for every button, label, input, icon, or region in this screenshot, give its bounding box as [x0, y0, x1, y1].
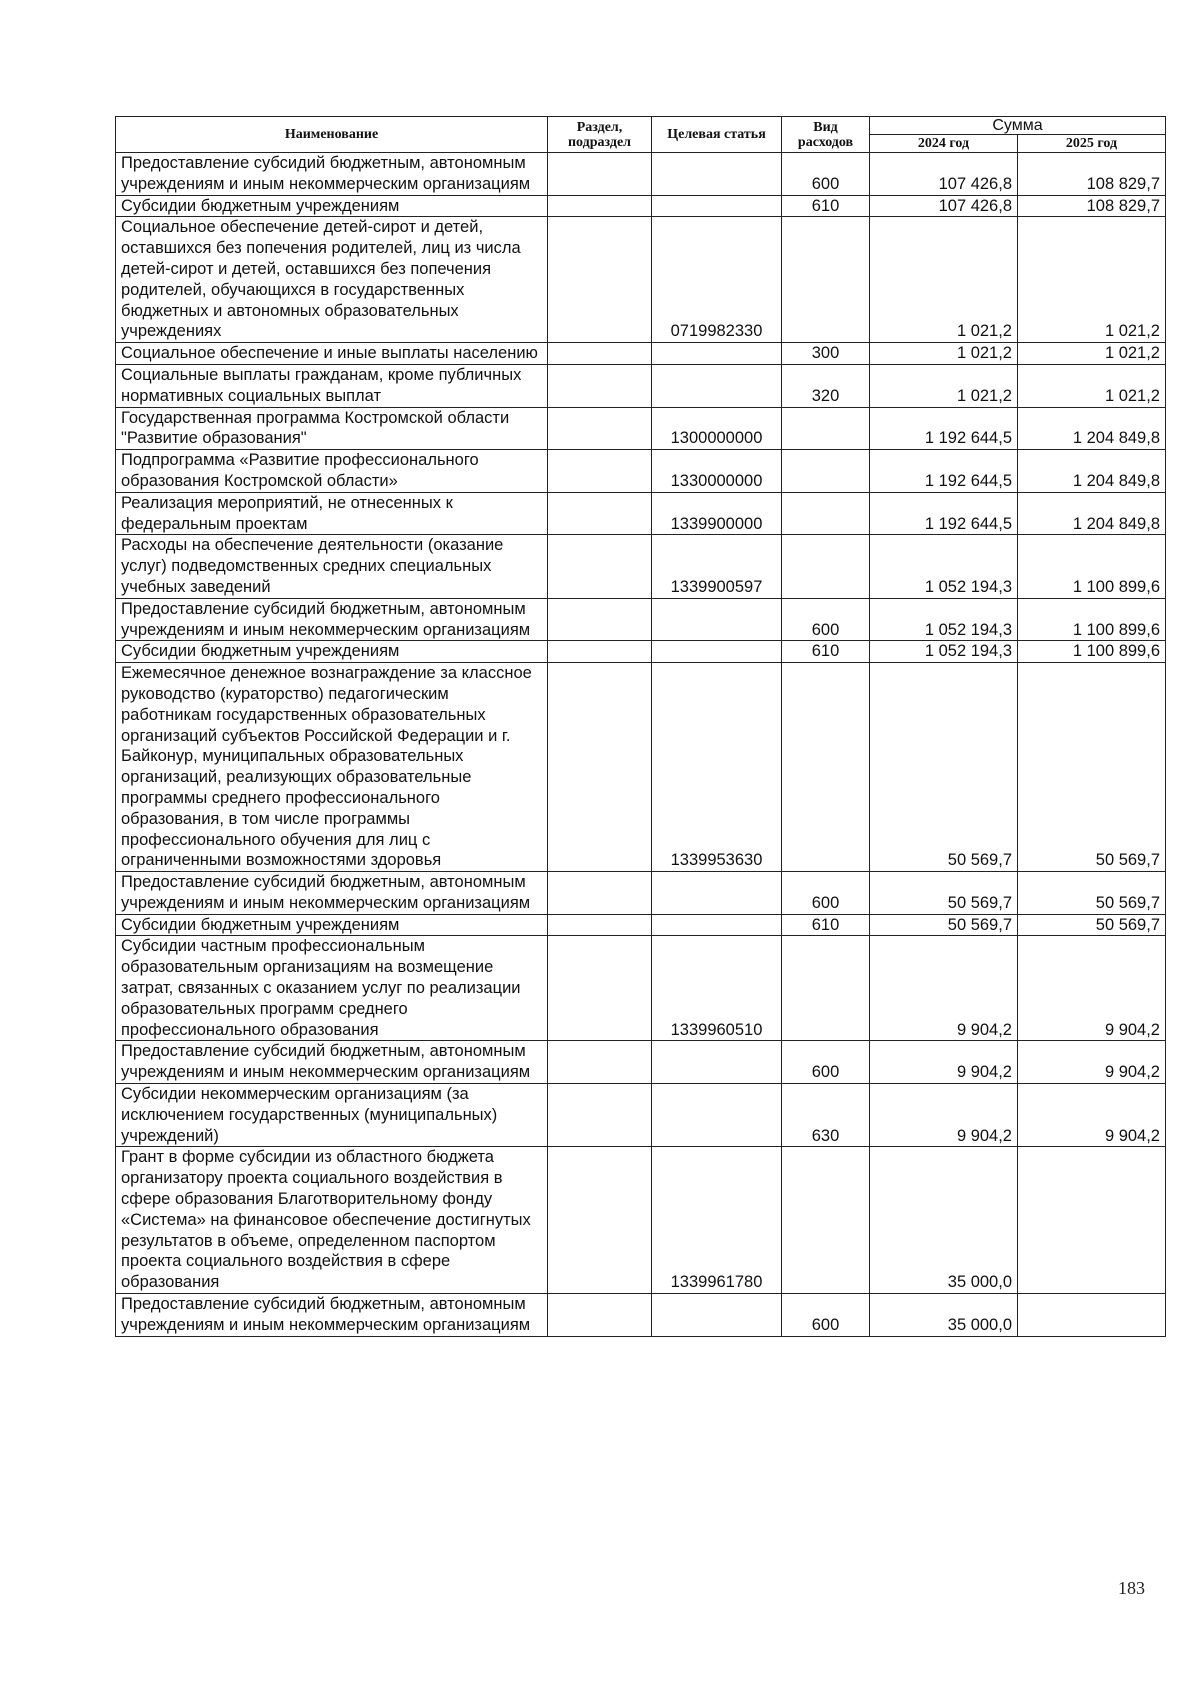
cell-name: Социальное обеспечение детей-сирот и детей, оставшихся без попечения родителей, лиц из числа детей-сирот и детей, оставшихся без попечения родителей, обучающихся в государственных бюджетных и автономных образовательных учреждениях [116, 217, 548, 343]
cell-2024: 9 904,2 [870, 1041, 1018, 1084]
table-row [116, 195, 1166, 217]
cell-kind [782, 217, 870, 343]
cell-kind [782, 936, 870, 1041]
cell-name: Субсидии частным профессиональным образовательным организациям на возмещение затрат, связанных с оказанием услуг по реализации образовательных программ среднего профессионального образования [116, 936, 548, 1041]
table-row [116, 343, 1166, 365]
cell-name: Грант в форме субсидии из областного бюджета организатору проекта социального воздействия в сфере образования Благотворительному фонду «Система» на финансовое обеспечение достигнутых результатов в объеме, определенном паспортом проекта социального воздействия в сфере образования [116, 1147, 548, 1294]
cell-2024: 1 021,2 [870, 217, 1018, 343]
cell-name: Расходы на обеспечение деятельности (оказание услуг) подведомственных средних специальных учебных заведений [116, 535, 548, 598]
cell-kind: 300 [782, 343, 870, 365]
cell-name: Предоставление субсидий бюджетным, автономным учреждениям и иным некоммерческим организациям [116, 1041, 548, 1084]
cell-2025: 108 829,7 [1018, 153, 1166, 196]
cell-2025: 9 904,2 [1018, 1084, 1166, 1147]
cell-2024: 9 904,2 [870, 1084, 1018, 1147]
cell-2025: 50 569,7 [1018, 872, 1166, 915]
table-row [116, 914, 1166, 936]
cell-target: 1339900000 [652, 492, 782, 535]
cell-name: Подпрограмма «Развитие профессионального образования Костромской области» [116, 450, 548, 493]
cell-target [652, 872, 782, 915]
cell-section [548, 598, 652, 641]
header-section: Раздел, подраздел [548, 117, 652, 153]
cell-section [548, 641, 652, 663]
table-row [116, 641, 1166, 663]
cell-target [652, 1041, 782, 1084]
cell-target: 1339961780 [652, 1147, 782, 1294]
cell-2025: 9 904,2 [1018, 936, 1166, 1041]
cell-section [548, 407, 652, 450]
cell-2024: 35 000,0 [870, 1147, 1018, 1294]
table-row [116, 450, 1166, 493]
cell-2024: 35 000,0 [870, 1294, 1018, 1337]
cell-target [652, 343, 782, 365]
cell-name: Субсидии бюджетным учреждениям [116, 914, 548, 936]
cell-kind: 600 [782, 598, 870, 641]
cell-2024: 1 052 194,3 [870, 641, 1018, 663]
cell-2024: 1 021,2 [870, 343, 1018, 365]
cell-name: Государственная программа Костромской области "Развитие образования" [116, 407, 548, 450]
header-year-2024: 2024 год [870, 135, 1018, 153]
cell-section [548, 1041, 652, 1084]
table-row [116, 153, 1166, 196]
cell-name: Субсидии бюджетным учреждениям [116, 195, 548, 217]
cell-target: 1300000000 [652, 407, 782, 450]
table-row [116, 598, 1166, 641]
cell-section [548, 450, 652, 493]
cell-section [548, 195, 652, 217]
cell-name: Предоставление субсидий бюджетным, автономным учреждениям и иным некоммерческим организациям [116, 598, 548, 641]
cell-target [652, 641, 782, 663]
cell-2025: 50 569,7 [1018, 663, 1166, 872]
cell-2024: 1 021,2 [870, 364, 1018, 407]
cell-kind: 600 [782, 872, 870, 915]
cell-name: Субсидии бюджетным учреждениям [116, 641, 548, 663]
cell-name: Социальные выплаты гражданам, кроме публичных нормативных социальных выплат [116, 364, 548, 407]
cell-kind [782, 663, 870, 872]
table-row [116, 535, 1166, 598]
cell-2025: 1 100 899,6 [1018, 598, 1166, 641]
cell-section [548, 1084, 652, 1147]
table-row [116, 217, 1166, 343]
page-number: 183 [1118, 1578, 1145, 1598]
header-name: Наименование [116, 117, 548, 153]
cell-section [548, 343, 652, 365]
cell-2024: 1 052 194,3 [870, 598, 1018, 641]
table-row [116, 407, 1166, 450]
cell-target [652, 153, 782, 196]
cell-2025: 9 904,2 [1018, 1041, 1166, 1084]
cell-kind: 630 [782, 1084, 870, 1147]
table-row [116, 364, 1166, 407]
cell-kind: 600 [782, 1294, 870, 1337]
cell-2025: 1 100 899,6 [1018, 535, 1166, 598]
cell-target: 1339953630 [652, 663, 782, 872]
cell-2025: 1 100 899,6 [1018, 641, 1166, 663]
cell-2024: 1 052 194,3 [870, 535, 1018, 598]
cell-target [652, 914, 782, 936]
cell-2025: 1 204 849,8 [1018, 407, 1166, 450]
cell-2025: 1 021,2 [1018, 343, 1166, 365]
cell-2025: 50 569,7 [1018, 914, 1166, 936]
table-header [116, 117, 1166, 153]
cell-2025: 1 204 849,8 [1018, 450, 1166, 493]
cell-section [548, 1147, 652, 1294]
cell-kind: 600 [782, 153, 870, 196]
cell-target [652, 364, 782, 407]
cell-section [548, 492, 652, 535]
cell-kind [782, 492, 870, 535]
table-row [116, 872, 1166, 915]
cell-section [548, 936, 652, 1041]
cell-2024: 107 426,8 [870, 153, 1018, 196]
cell-name: Социальное обеспечение и иные выплаты населению [116, 343, 548, 365]
cell-2024: 1 192 644,5 [870, 450, 1018, 493]
cell-name: Субсидии некоммерческим организациям (за исключением государственных (муниципальных) учреждений) [116, 1084, 548, 1147]
cell-section [548, 535, 652, 598]
header-sum: Сумма [870, 117, 1166, 135]
table-row [116, 936, 1166, 1041]
cell-target [652, 1084, 782, 1147]
cell-section [548, 872, 652, 915]
cell-kind [782, 450, 870, 493]
cell-2025: 108 829,7 [1018, 195, 1166, 217]
cell-target [652, 1294, 782, 1337]
cell-target: 1339900597 [652, 535, 782, 598]
table-row [116, 1041, 1166, 1084]
cell-name: Реализация мероприятий, не отнесенных к федеральным проектам [116, 492, 548, 535]
cell-name: Предоставление субсидий бюджетным, автономным учреждениям и иным некоммерческим организациям [116, 1294, 548, 1337]
cell-2024: 50 569,7 [870, 872, 1018, 915]
cell-section [548, 1294, 652, 1337]
header-kind: Вид расходов [782, 117, 870, 153]
table-row [116, 1147, 1166, 1294]
cell-section [548, 153, 652, 196]
table-row [116, 492, 1166, 535]
cell-target: 1339960510 [652, 936, 782, 1041]
cell-2024: 1 192 644,5 [870, 407, 1018, 450]
cell-target: 0719982330 [652, 217, 782, 343]
budget-table [115, 116, 1166, 1337]
cell-section [548, 217, 652, 343]
cell-2025: 1 204 849,8 [1018, 492, 1166, 535]
cell-2025 [1018, 1294, 1166, 1337]
cell-kind: 610 [782, 641, 870, 663]
cell-name: Предоставление субсидий бюджетным, автономным учреждениям и иным некоммерческим организациям [116, 872, 548, 915]
cell-2024: 107 426,8 [870, 195, 1018, 217]
cell-section [548, 914, 652, 936]
cell-2025 [1018, 1147, 1166, 1294]
cell-2024: 9 904,2 [870, 936, 1018, 1041]
cell-kind: 600 [782, 1041, 870, 1084]
cell-section [548, 663, 652, 872]
cell-2024: 1 192 644,5 [870, 492, 1018, 535]
cell-2024: 50 569,7 [870, 663, 1018, 872]
cell-target [652, 598, 782, 641]
cell-section [548, 364, 652, 407]
cell-name: Предоставление субсидий бюджетным, автономным учреждениям и иным некоммерческим организациям [116, 153, 548, 196]
cell-kind [782, 1147, 870, 1294]
table-row [116, 1294, 1166, 1337]
table-row [116, 663, 1166, 872]
cell-kind [782, 535, 870, 598]
cell-target: 1330000000 [652, 450, 782, 493]
cell-2025: 1 021,2 [1018, 217, 1166, 343]
cell-kind [782, 407, 870, 450]
cell-kind: 320 [782, 364, 870, 407]
header-target: Целевая статья [652, 117, 782, 153]
cell-kind: 610 [782, 914, 870, 936]
cell-name: Ежемесячное денежное вознаграждение за классное руководство (кураторство) педагогическим работникам государственных образовательных организаций субъектов Российской Федерации и г. Байконур, муниципальных образовательных организаций, реализующих образовательные программы среднего профессионального образования, в том числе программы профессионального обучения для лиц с ограниченными возможностями здоровья [116, 663, 548, 872]
header-year-2025: 2025 год [1018, 135, 1166, 153]
table-body [116, 153, 1166, 1337]
cell-2025: 1 021,2 [1018, 364, 1166, 407]
cell-2024: 50 569,7 [870, 914, 1018, 936]
cell-target [652, 195, 782, 217]
table-row [116, 1084, 1166, 1147]
cell-kind: 610 [782, 195, 870, 217]
